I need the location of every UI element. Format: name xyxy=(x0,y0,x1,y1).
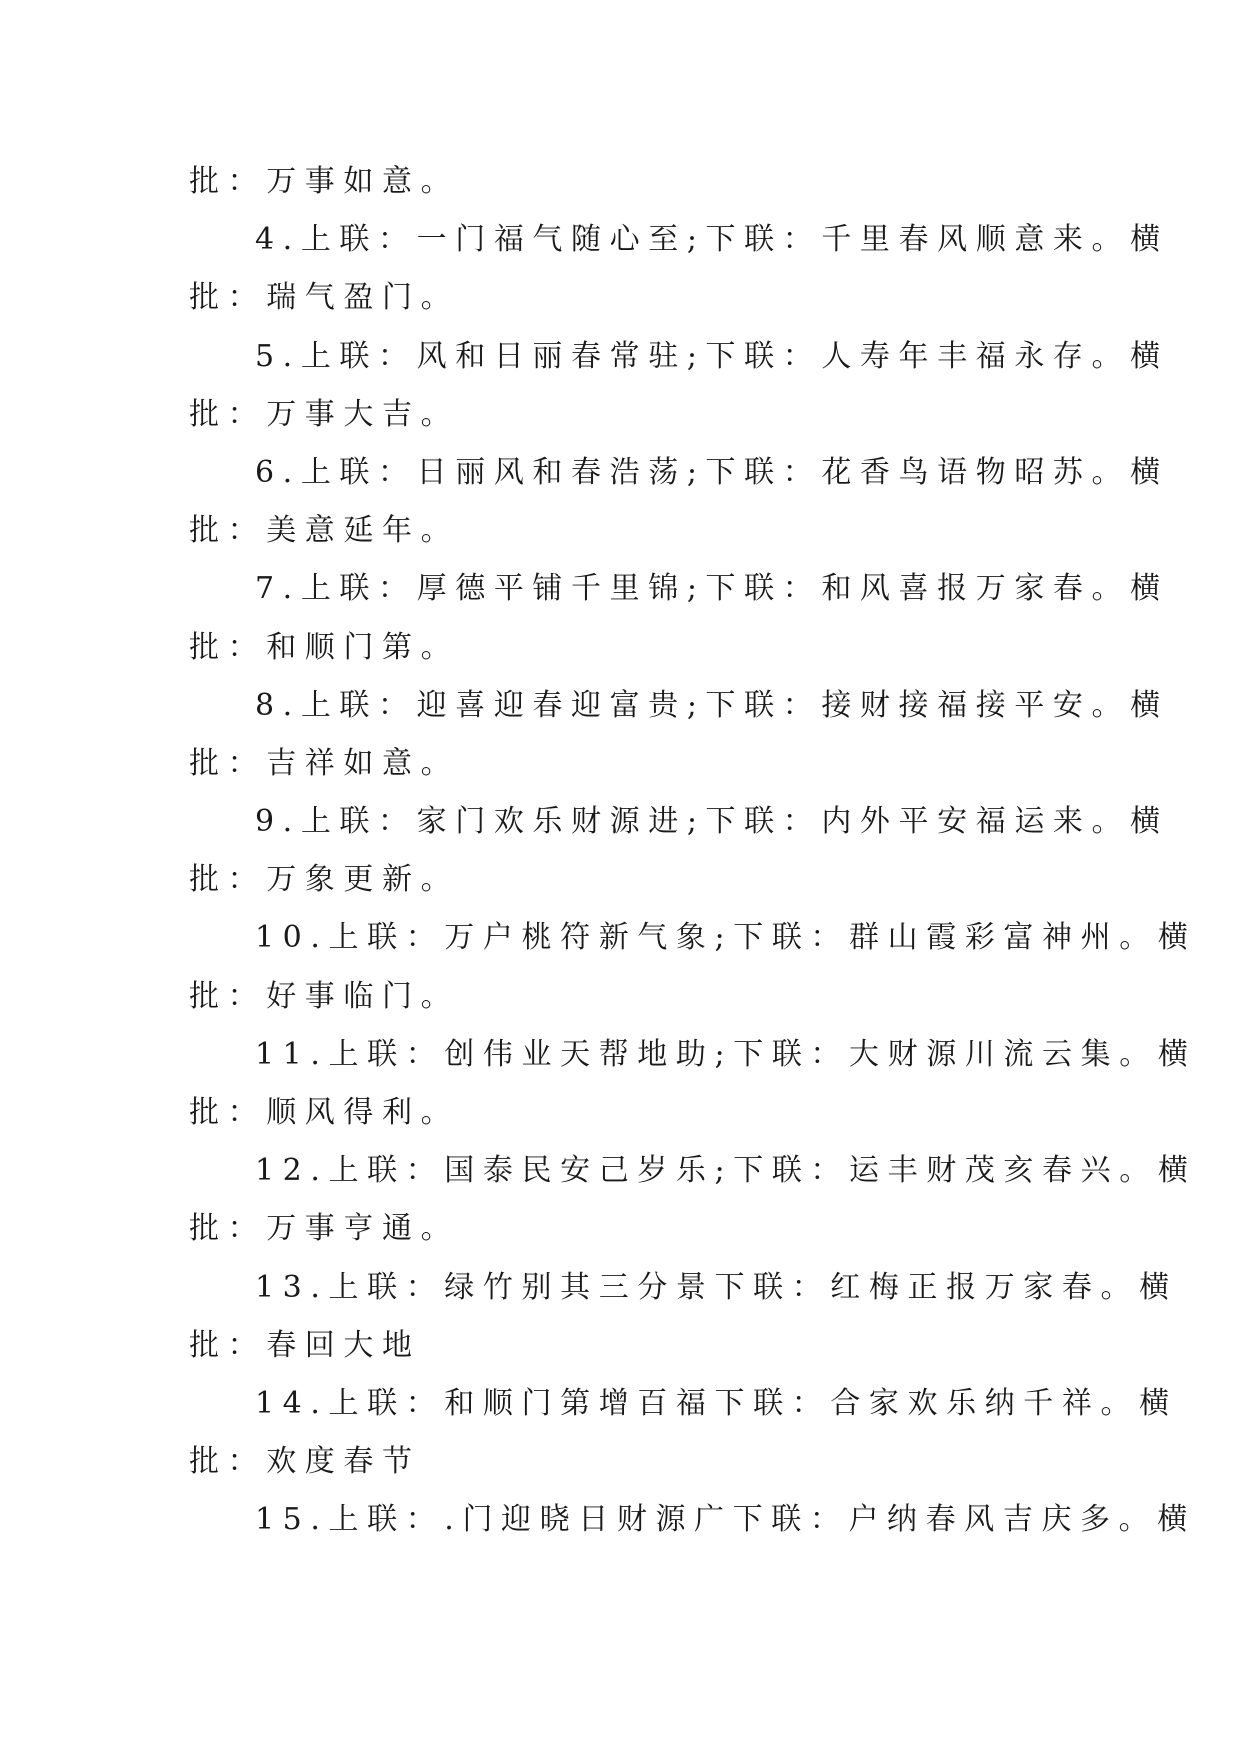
text-line: 4.上联：一门福气随心至;下联：千里春风顺意来。横 xyxy=(255,222,1169,258)
text-line: 10.上联：万户桃符新气象;下联：群山霞彩富神州。横 xyxy=(255,920,1197,956)
text-line: 批：万事亨通。 xyxy=(189,1211,460,1247)
text-line: 14.上联：和顺门第增百福下联：合家欢乐纳千祥。横 xyxy=(255,1385,1178,1421)
text-line: 9.上联：家门欢乐财源进;下联：内外平安福运来。横 xyxy=(255,804,1169,840)
text-line: 批：吉祥如意。 xyxy=(189,745,460,781)
text-line: 13.上联：绿竹别其三分景下联：红梅正报万家春。横 xyxy=(255,1269,1178,1305)
text-line: 6.上联：日丽风和春浩荡;下联：花香鸟语物昭苏。横 xyxy=(255,454,1169,490)
text-line: 批：欢度春节 xyxy=(189,1444,421,1480)
text-line: 批：瑞气盈门。 xyxy=(189,280,460,316)
text-line: 批：万事如意。 xyxy=(189,164,460,199)
text-line: 批：美意延年。 xyxy=(189,513,460,549)
text-line: 12.上联：国泰民安己岁乐;下联：运丰财茂亥春兴。横 xyxy=(255,1153,1197,1189)
text-line: 批：好事临门。 xyxy=(189,978,460,1014)
text-line: 批：和顺门第。 xyxy=(189,629,460,665)
text-line: 批：万象更新。 xyxy=(189,862,460,898)
document-body xyxy=(189,153,1197,1550)
text-line: 5.上联：风和日丽春常驻;下联：人寿年丰福永存。横 xyxy=(255,338,1169,374)
text-line: 7.上联：厚德平铺千里锦;下联：和风喜报万家春。横 xyxy=(255,571,1169,607)
text-line: 8.上联：迎喜迎春迎富贵;下联：接财接福接平安。横 xyxy=(255,687,1169,723)
text-line: 批：顺风得利。 xyxy=(189,1095,460,1130)
text-line: 批：万事大吉。 xyxy=(189,396,460,432)
text-line: 15.上联：.门迎晓日财源广下联：户纳春风吉庆多。横 xyxy=(255,1502,1196,1538)
text-line: 11.上联：创伟业天帮地助;下联：大财源川流云集。横 xyxy=(255,1036,1197,1072)
text-line: 批：春回大地 xyxy=(189,1327,421,1363)
